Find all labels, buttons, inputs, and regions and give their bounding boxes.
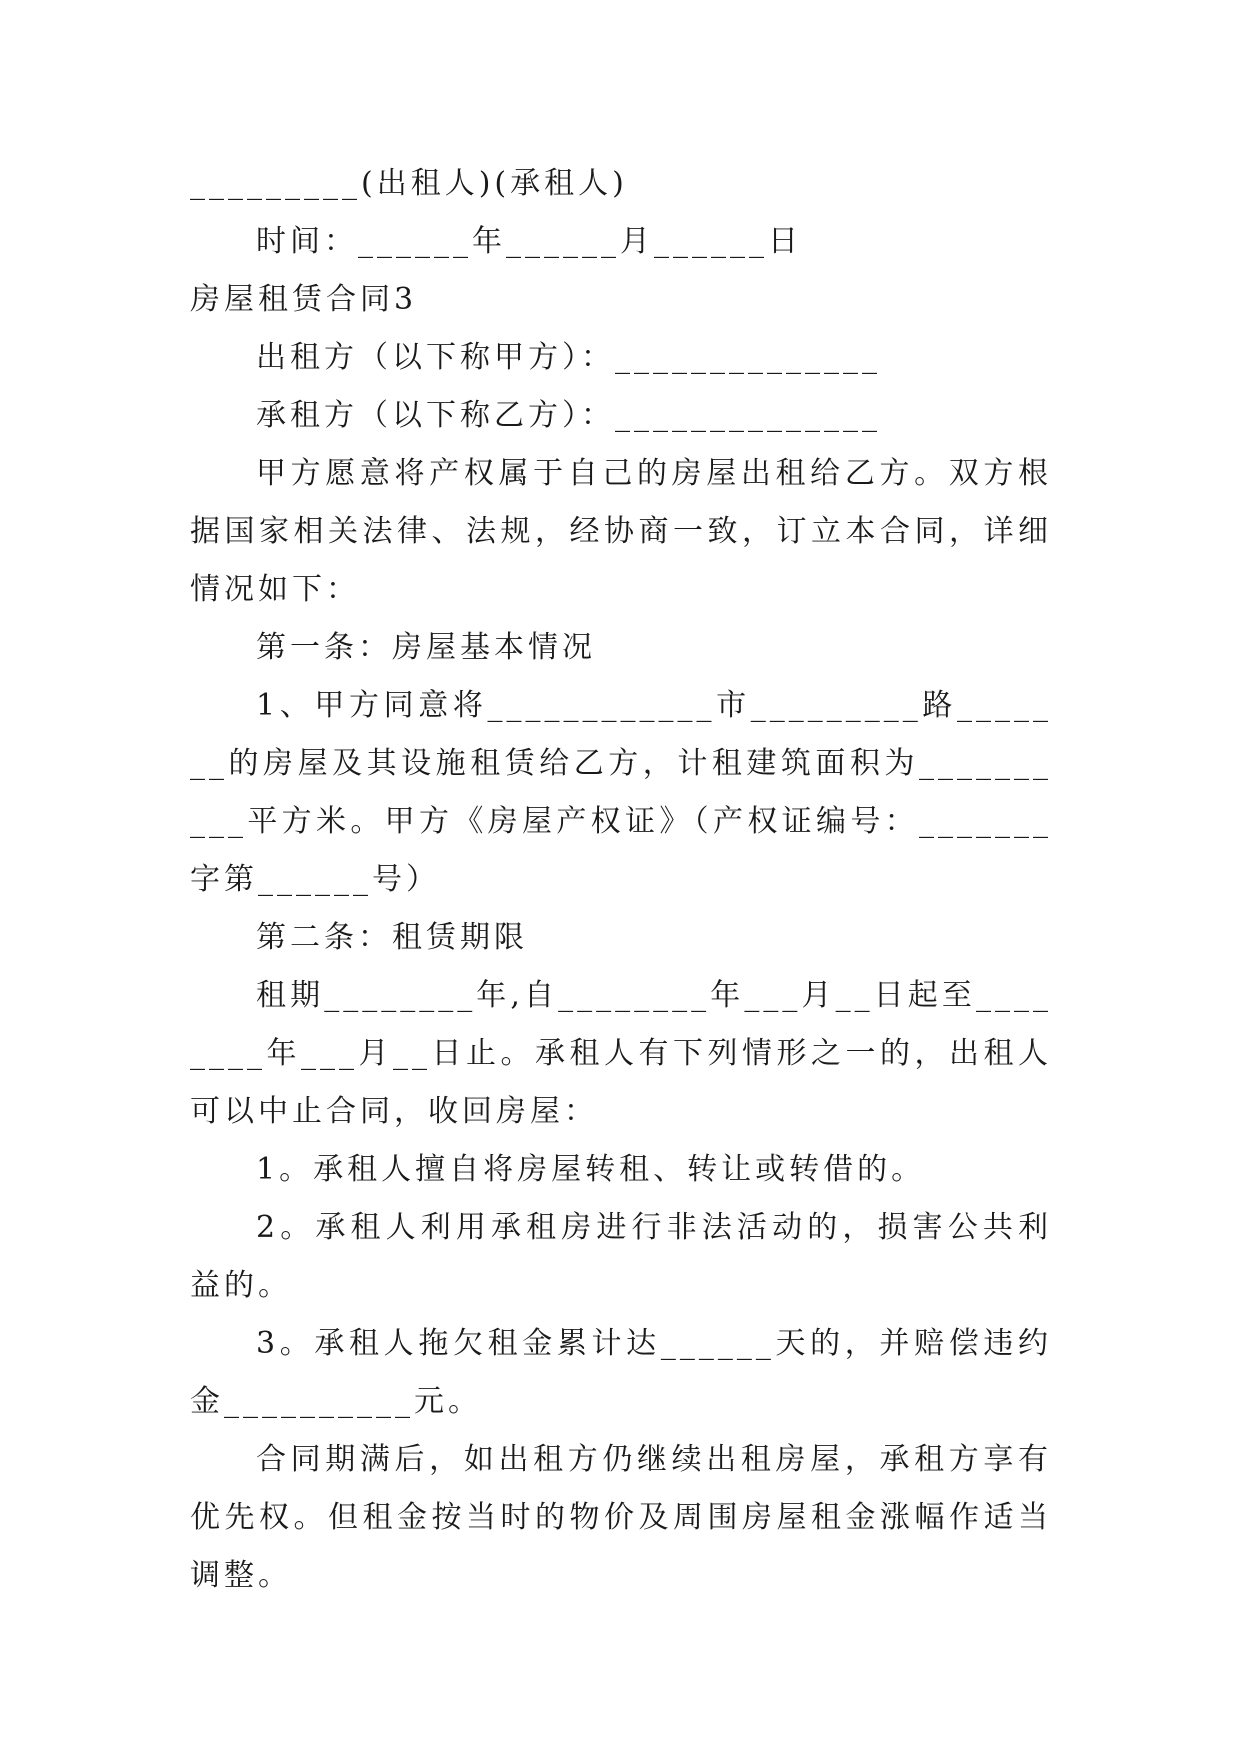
signers-line: _________(出租人)(承租人) <box>190 166 628 201</box>
termination-item-3: 3。承租人拖欠租金累计达______天的，并赔偿违约金__________元。 <box>190 1326 1052 1419</box>
lessor-line: 出租方（以下称甲方）：______________ <box>256 340 881 375</box>
termination-item-2: 2。承租人利用承租房进行非法活动的，损害公共利益的。 <box>190 1210 1052 1303</box>
termination-item-1: 1。承租人擅自将房屋转租、转让或转借的。 <box>256 1152 926 1187</box>
article-2-term-paragraph: 租期________年,自________年___月__日起至________年___月__日止。承租人有下列情形之一的，出租人可以中止合同，收回房屋： <box>190 978 1052 1129</box>
date-line: 时间：______年______月______日 <box>256 224 802 259</box>
renewal-paragraph: 合同期满后，如出租方仍继续出租房屋，承租方享有优先权。但租金按当时的物价及周围房屋租金涨幅作适当调整。 <box>190 1442 1052 1593</box>
document-body <box>190 155 1052 1605</box>
contract-title: 房屋租赁合同3 <box>190 282 418 317</box>
article-1-clause-1: 1、甲方同意将____________市_________路_______的房屋及其设施租赁给乙方，计租建筑面积为__________平方米。甲方《房屋产权证》（产权证编号：_______字第______号） <box>190 688 1052 897</box>
intro-paragraph: 甲方愿意将产权属于自己的房屋出租给乙方。双方根据国家相关法律、法规，经协商一致，订立本合同，详细情况如下： <box>190 456 1052 607</box>
article-2-heading: 第二条：租赁期限 <box>256 920 528 955</box>
lessee-line: 承租方（以下称乙方）：______________ <box>256 398 881 433</box>
article-1-heading: 第一条：房屋基本情况 <box>256 630 596 665</box>
